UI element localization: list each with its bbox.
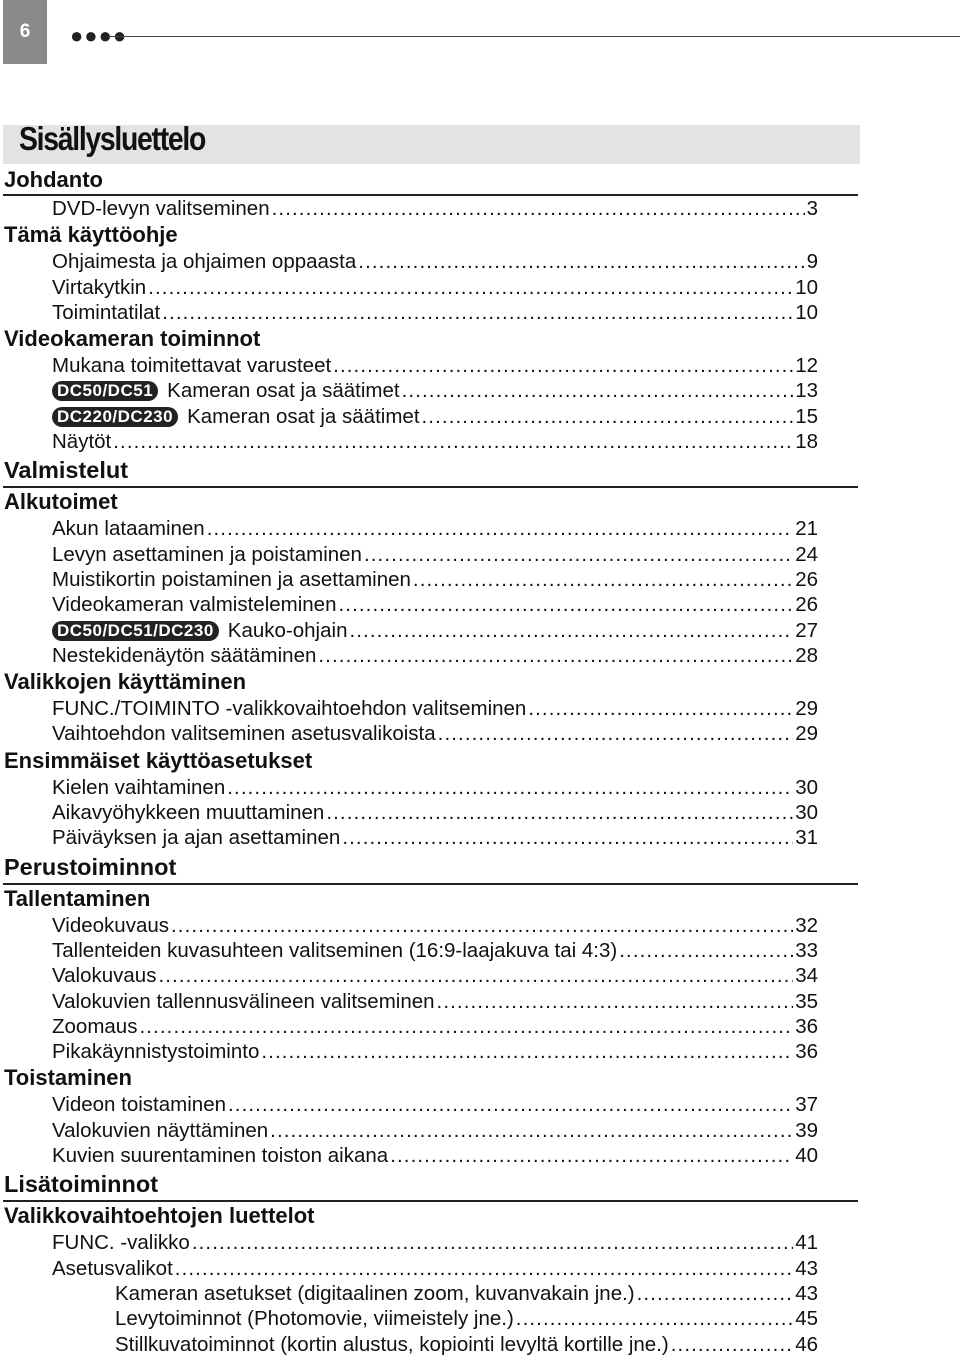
toc-page-number: 40 xyxy=(795,1144,818,1168)
dot-leader xyxy=(227,775,793,800)
toc-page-number: 13 xyxy=(795,379,818,403)
toc-page-number: 30 xyxy=(795,775,818,799)
toc-page-number: 36 xyxy=(795,1014,818,1038)
toc-page-number: 39 xyxy=(795,1118,818,1142)
page-number: 6 xyxy=(19,21,31,42)
toc-entry-text: Levytoiminnot (Photomovie, viimeistely jne.) xyxy=(115,1307,514,1331)
toc-entry-text: Kameran asetukset (digitaalinen zoom, kuvanvakain jne.) xyxy=(115,1281,635,1305)
toc-entry-title xyxy=(52,1039,259,1064)
toc-entry-title xyxy=(52,542,362,567)
toc-entry-title xyxy=(52,196,270,221)
toc-page-number: 43 xyxy=(795,1281,818,1305)
toc-entry[interactable] xyxy=(0,825,818,850)
toc-entry-text: Valokuvien näyttäminen xyxy=(52,1118,269,1142)
section-heading[interactable]: Valikkovaihtoehtojen luettelot xyxy=(4,1203,315,1229)
toc-entry[interactable] xyxy=(0,643,818,668)
toc-entry[interactable] xyxy=(0,696,818,721)
toc-page-number: 43 xyxy=(795,1256,818,1280)
toc-page-number: 9 xyxy=(806,250,818,274)
toc-entry[interactable] xyxy=(0,800,818,825)
toc-entry-title xyxy=(52,275,146,300)
page-title: Sisällysluettelo xyxy=(19,120,205,157)
toc-page-number: 26 xyxy=(795,567,818,591)
toc-entry-title xyxy=(52,592,337,617)
toc-entry-title xyxy=(52,1014,137,1039)
toc-page-number: 21 xyxy=(795,517,818,541)
toc-entry-text: Stillkuvatoiminnot (kortin alustus, kopiointi levyltä kortille jne.) xyxy=(115,1332,669,1356)
dot-leader xyxy=(148,275,793,300)
section-heading[interactable]: Tämä käyttöohje xyxy=(4,222,178,248)
toc-page-number: 26 xyxy=(795,593,818,617)
header-dots: ●●●● xyxy=(70,23,128,48)
toc-page-number: 10 xyxy=(795,275,818,299)
toc-entry-text: FUNC. -valikko xyxy=(52,1231,190,1255)
toc-entry-text: Levyn asettaminen ja poistaminen xyxy=(52,542,362,566)
dot-leader xyxy=(318,643,793,668)
toc-entry[interactable] xyxy=(0,1143,818,1168)
toc-page-number: 27 xyxy=(795,618,818,642)
toc-entry-text: Nestekidenäytön säätäminen xyxy=(52,643,317,667)
toc-entry-text: Valokuvaus xyxy=(52,964,157,988)
toc-entry-title xyxy=(52,963,156,988)
toc-entry-title xyxy=(52,989,435,1014)
toc-entry-text: Kameran osat ja säätimet xyxy=(187,404,420,428)
toc-entry-title xyxy=(52,249,356,274)
dot-leader xyxy=(339,592,794,617)
toc-page-number: 10 xyxy=(795,300,818,324)
toc-page-number: 30 xyxy=(795,801,818,825)
toc-page-number: 35 xyxy=(795,989,818,1013)
toc-page-number: 41 xyxy=(795,1231,818,1255)
toc-entry-title xyxy=(52,1092,226,1117)
toc-entry-title xyxy=(52,643,316,668)
dot-leader xyxy=(333,353,793,378)
dot-leader xyxy=(192,1230,793,1255)
dot-leader xyxy=(619,938,793,963)
model-badge: DC50/DC51 xyxy=(52,381,158,401)
toc-entry-title xyxy=(52,353,331,378)
dot-leader xyxy=(637,1281,794,1306)
toc-entry-text: Aikavyöhykkeen muuttaminen xyxy=(52,801,325,825)
toc-entry-title xyxy=(52,913,169,938)
toc-entry[interactable] xyxy=(0,1306,818,1331)
toc-entry-text: Asetusvalikot xyxy=(52,1256,173,1280)
dot-leader xyxy=(162,300,793,325)
toc-entry-title xyxy=(52,721,436,746)
header-rule xyxy=(108,36,960,37)
toc-entry-title xyxy=(52,618,347,643)
toc-entry-text: FUNC./TOIMINTO -valikkovaihtoehdon valitseminen xyxy=(52,697,527,721)
toc-page-number: 3 xyxy=(806,197,818,220)
toc-page-number: 37 xyxy=(795,1093,818,1117)
toc-page-number: 29 xyxy=(795,697,818,721)
toc-page-number: 15 xyxy=(795,404,818,428)
dot-leader xyxy=(516,1306,793,1331)
toc-entry-text: DVD-levyn valitseminen xyxy=(52,197,270,220)
toc-page-number: 46 xyxy=(795,1332,818,1356)
toc-entry-title xyxy=(115,1281,635,1306)
dot-leader xyxy=(228,1092,793,1117)
toc-entry-text: Videokameran valmisteleminen xyxy=(52,593,337,617)
toc-entry-text: Valokuvien tallennusvälineen valitseminen xyxy=(52,989,435,1013)
section-heading[interactable]: Videokameran toiminnot xyxy=(4,326,261,352)
section-heading[interactable]: Alkutoimet xyxy=(4,489,118,515)
toc-entry[interactable] xyxy=(0,1256,818,1281)
toc-entry[interactable] xyxy=(0,775,818,800)
section-heading[interactable]: Ensimmäiset käyttöasetukset xyxy=(4,747,313,773)
dot-leader xyxy=(272,196,805,221)
toc-entry-title xyxy=(52,696,526,721)
toc-entry-text: Akun lataaminen xyxy=(52,517,205,541)
toc-entry[interactable] xyxy=(0,1118,818,1143)
dot-leader xyxy=(671,1332,793,1357)
toc-entry-text: Videon toistaminen xyxy=(52,1093,226,1117)
toc-entry-text: Kameran osat ja säätimet xyxy=(167,379,400,403)
section-heading[interactable]: Valikkojen käyttäminen xyxy=(4,669,247,695)
dot-leader xyxy=(437,989,794,1014)
toc-entry-text: Kauko-ohjain xyxy=(227,618,348,642)
dot-leader xyxy=(422,404,794,429)
toc-entry-title xyxy=(52,404,420,429)
dot-leader xyxy=(175,1256,793,1281)
dot-leader xyxy=(171,913,793,938)
dot-leader xyxy=(402,378,794,403)
toc-entry[interactable] xyxy=(0,429,818,454)
toc-entry[interactable] xyxy=(0,1281,818,1306)
model-badge: DC50/DC51/DC230 xyxy=(52,621,219,641)
toc-entry-text: Toimintatilat xyxy=(52,300,161,324)
dot-leader xyxy=(270,1118,793,1143)
toc-entry-title xyxy=(52,300,160,325)
section-heading[interactable]: Perustoiminnot xyxy=(4,853,177,880)
toc-page-number: 28 xyxy=(795,643,818,667)
table-of-contents xyxy=(0,166,860,1357)
dot-leader xyxy=(390,1143,793,1168)
toc-entry-text: Tallenteiden kuvasuhteen valitseminen (16:9-laajakuva tai 4:3) xyxy=(52,938,618,962)
section-heading[interactable]: Tallentaminen xyxy=(4,885,151,911)
dot-leader xyxy=(139,1014,793,1039)
dot-leader xyxy=(413,567,793,592)
toc-entry[interactable] xyxy=(0,404,818,429)
toc-entry-text: Vaihtoehdon valitseminen asetusvalikoista xyxy=(52,722,436,746)
toc-entry-text: Pikakäynnistystoiminto xyxy=(52,1040,260,1064)
toc-entry[interactable] xyxy=(0,275,818,300)
toc-entry[interactable] xyxy=(0,989,818,1014)
toc-entry[interactable] xyxy=(0,300,818,325)
toc-entry[interactable] xyxy=(0,249,818,274)
dot-leader xyxy=(358,249,804,274)
toc-entry-text: Kielen vaihtaminen xyxy=(52,775,226,799)
section-heading[interactable]: Lisätoiminnot xyxy=(4,1171,159,1198)
toc-entry-title xyxy=(52,775,225,800)
toc-entry-text: Näytöt xyxy=(52,430,112,454)
toc-entry[interactable] xyxy=(0,1039,818,1064)
toc-page-number: 34 xyxy=(795,964,818,988)
toc-entry[interactable] xyxy=(0,938,818,963)
dot-leader xyxy=(261,1039,793,1064)
toc-entry[interactable] xyxy=(0,567,818,592)
toc-entry[interactable] xyxy=(0,1092,818,1117)
toc-entry-text: Ohjaimesta ja ohjaimen oppaasta xyxy=(52,250,357,274)
toc-entry-title xyxy=(52,429,111,454)
toc-page-number: 18 xyxy=(795,430,818,454)
toc-entry-text: Muistikortin poistaminen ja asettaminen xyxy=(52,567,411,591)
toc-entry[interactable] xyxy=(0,1332,818,1357)
toc-entry-text: Zoomaus xyxy=(52,1014,138,1038)
toc-entry[interactable] xyxy=(0,1230,818,1255)
toc-page-number: 36 xyxy=(795,1040,818,1064)
toc-entry-title xyxy=(52,938,617,963)
toc-entry-title xyxy=(52,825,340,850)
toc-page-number: 32 xyxy=(795,913,818,937)
toc-entry[interactable] xyxy=(0,913,818,938)
toc-page-number: 45 xyxy=(795,1307,818,1331)
dot-leader xyxy=(158,963,793,988)
section-heading[interactable]: Johdanto xyxy=(4,167,103,192)
toc-entry-title xyxy=(52,378,400,403)
dot-leader xyxy=(349,618,793,643)
toc-page-number: 12 xyxy=(795,354,818,378)
toc-page-number: 24 xyxy=(795,542,818,566)
toc-entry-title xyxy=(52,567,411,592)
toc-entry[interactable] xyxy=(0,353,818,378)
toc-entry[interactable] xyxy=(0,963,818,988)
dot-leader xyxy=(438,721,794,746)
toc-entry-text: Videokuvaus xyxy=(52,913,170,937)
toc-entry[interactable] xyxy=(0,592,818,617)
toc-entry-title xyxy=(52,1118,268,1143)
dot-leader xyxy=(528,696,793,721)
toc-entry[interactable] xyxy=(0,721,818,746)
toc-entry[interactable] xyxy=(0,618,818,643)
toc-entry[interactable] xyxy=(0,542,818,567)
dot-leader xyxy=(342,825,793,850)
toc-entry-title xyxy=(52,800,324,825)
dot-leader xyxy=(364,542,793,567)
toc-page-number: 29 xyxy=(795,722,818,746)
toc-entry[interactable] xyxy=(0,196,818,221)
toc-page-number: 31 xyxy=(795,826,818,850)
toc-entry-title xyxy=(115,1306,514,1331)
model-badge: DC220/DC230 xyxy=(52,407,178,427)
toc-page-number: 33 xyxy=(795,938,818,962)
toc-entry-title xyxy=(52,516,205,541)
toc-entry-title xyxy=(115,1332,669,1357)
dot-leader xyxy=(113,429,793,454)
page-number-tab xyxy=(3,0,47,64)
toc-entry-text: Mukana toimitettavat varusteet xyxy=(52,354,332,378)
dot-leader xyxy=(326,800,793,825)
section-heading[interactable]: Valmistelut xyxy=(4,457,129,484)
section-heading[interactable]: Toistaminen xyxy=(4,1065,132,1091)
toc-entry-title xyxy=(52,1143,388,1168)
toc-entry-title xyxy=(52,1256,173,1281)
toc-entry[interactable] xyxy=(0,1014,818,1039)
toc-entry-text: Kuvien suurentaminen toiston aikana xyxy=(52,1144,389,1168)
dot-leader xyxy=(207,516,793,541)
toc-entry-title xyxy=(52,1230,190,1255)
toc-entry[interactable] xyxy=(0,378,818,403)
toc-entry-text: Päiväyksen ja ajan asettaminen xyxy=(52,826,341,850)
toc-entry[interactable] xyxy=(0,516,818,541)
toc-entry-text: Virtakytkin xyxy=(52,275,147,299)
